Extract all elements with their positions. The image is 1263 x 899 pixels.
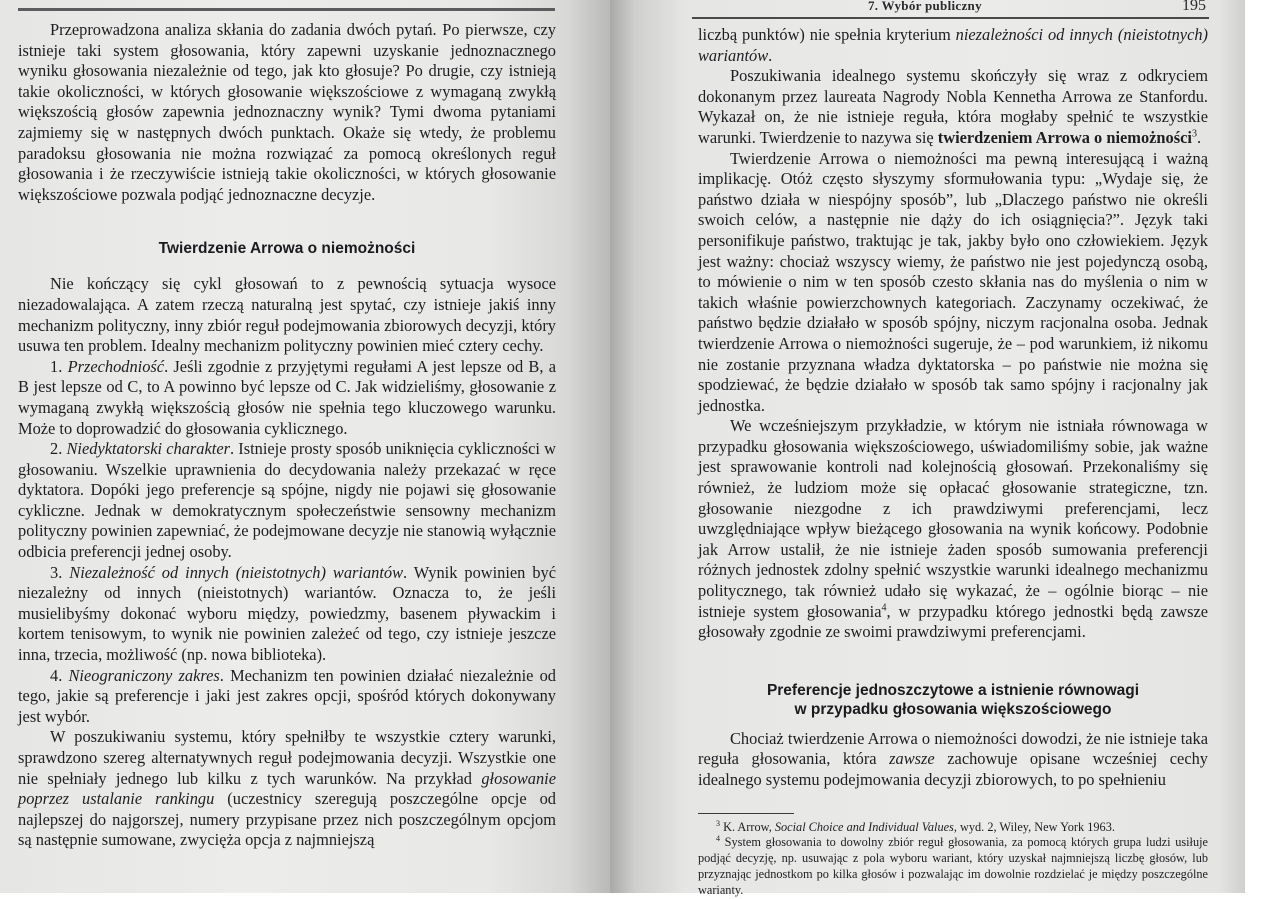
condition-title: Nieograniczony zakres <box>68 665 220 685</box>
condition-item <box>18 439 556 563</box>
condition-number: 3. <box>50 562 63 582</box>
condition-number: 1. <box>50 356 63 376</box>
left-page-body <box>18 20 556 851</box>
footnote-number: 3 <box>716 818 720 828</box>
paragraph-text: (uczestnicy szeregują poszczególne opcje od najlepszej do najgorszej, numery przypisane przez nich poszczególnym opcjom są następnie sumowane, zwycięża opcja z najmniejszą <box>18 789 556 850</box>
paragraph-text: We wcześniejszym przykładzie, w którym nie istniała równowaga w przypadku głosowania większościowego, uświadomiliśmy sobie, jak ważne jest sprawowanie kontroli nad kolejnością głosowań. Przekonaliśmy się również, że ludziom może się opłacać głosowanie strategiczne, tzn. głosowanie niezgodne z ich prawdziwymi preferencjami, lecz uwzględniające wpływ bieżącego głosowania na wynik końcowy. Podobnie jak Arrow ustalił, że nie istnieje żaden sposób sumowania preferencji różnych jednostek zdolny spełnić wszystkie warunki idealnego mechanizmu politycznego, tak również udało się wykazać, że – ogólnie biorąc – nie istnieje system głosowania <box>698 416 1208 621</box>
emphasis: głosowanie poprzez ustalanie rankingu <box>18 768 556 809</box>
page-number: 195 <box>1182 0 1206 14</box>
running-header <box>698 0 1206 16</box>
paragraph <box>698 416 1208 643</box>
footnote-separator <box>698 813 794 814</box>
scan-margin <box>1245 0 1263 893</box>
footnote-text: K. Arrow, <box>720 819 775 834</box>
footnote-text: System głosowania to dowolny zbiór reguł głosowania, za pomocą których grupa ludzi usiłuje podjąć decyzję, np. usuwając z pola wyboru wariant, który uzyskał najmniejszą liczbę głosów, lub przyznając jednostkom po kilka głosów i pozwalając im dowolnie rozdzielać je między poszczególne warianty. <box>698 835 1208 897</box>
footnote <box>698 820 1208 836</box>
paragraph-text: , w przypadku którego jednostki będą zawsze głosowały zgodnie ze swoimi prawdziwymi preferencjami. <box>698 601 1208 642</box>
paragraph-text: . <box>768 45 773 65</box>
footnote-ref[interactable]: 4 <box>881 602 887 614</box>
paragraph <box>698 66 1208 148</box>
footnote-text: , wyd. 2, Wiley, New York 1963. <box>953 819 1115 834</box>
condition-title: Przechodniość <box>67 356 165 376</box>
condition-title: Niezależność od innych (nieistotnych) wariantów <box>69 562 404 582</box>
condition-item <box>18 563 556 666</box>
condition-text: . Wynik powinien być niezależny od innych (nieistotnych) wariantów. Oznacza to, że jeśli musielibyśmy dokonać wyboru między, powiedzmy, basenem pływackim i kortem tenisowym, to wynik nie powinien zależeć od tego, czy istnieje jeszcze inna, trzecia, możliwość (np. nowa biblioteka). <box>18 562 557 665</box>
section-heading <box>698 681 1208 719</box>
footnote <box>698 835 1208 898</box>
condition-item <box>18 357 556 439</box>
emphasis: niezależności od innych (nieistotnych) wariantów <box>698 25 1208 65</box>
book-title: Social Choice and Individual Values <box>774 819 954 834</box>
bold-term: twierdzeniem Arrowa o niemożności <box>937 127 1192 147</box>
condition-number: 4. <box>50 665 63 685</box>
section-heading: Twierdzenie Arrowa o niemożności <box>158 240 416 258</box>
paragraph-text: Poszukiwania idealnego systemu skończyły się wraz z odkryciem dokonanym przez laureata Nagrody Nobla Kennetha Arrowa ze Stanfordu. Wykazał on, że nie istnieje reguła, która mogłaby spełnić te wszystkie warunki. Twierdzenie to nazywa się <box>698 66 1208 147</box>
paragraph-text: . <box>1196 127 1202 147</box>
emphasis: zawsze <box>889 749 935 769</box>
paragraph-text: W poszukiwaniu systemu, który spełniłby te wszystkie cztery warunki, sprawdzono szereg alternatywnych reguł podejmowania decyzji. Wszystkie one nie spełniały jednego lub kilku z tych warunków. Na przykład <box>18 727 556 788</box>
paragraph-text: zachowuje opisane wcześniej cechy idealnego systemu podejmowania decyzji zbiorowych, to po spełnieniu <box>698 749 1208 789</box>
paragraph: Nie kończący się cykl głosowań to z pewnością sytuacja wysoce niezadowalająca. A zatem rzeczą naturalną jest spytać, czy istnieje jakiś inny mechanizm polityczny, inny zbiór reguł podejmowania zbiorowych decyzji, który usuwa ten problem. Idealny mechanizm polityczny powinien mieć cztery cechy. <box>18 274 556 356</box>
right-page-body <box>698 25 1208 899</box>
condition-title: Niedyktatorski charakter <box>66 439 230 459</box>
chapter-title: 7. Wybór publiczny <box>868 0 982 13</box>
paragraph-text: Chociaż twierdzenie Arrowa o niemożności dowodzi, że nie istnieje taka reguła głosowania, która <box>698 728 1208 769</box>
heading-line: w przypadku głosowania większościowego <box>794 700 1112 718</box>
heading-line: Preferencje jednoszczytowe a istnienie równowagi <box>766 681 1140 699</box>
condition-text: . Istnieje prosty sposób uniknięcia cykliczności w głosowaniu. Wszelkie uprawnienia do decydowania należy przekazać w ręce dyktatora. Dopóki jego preferencje są spójne, nigdy nie pojawi się głosowanie cykliczne. Jednak w demokratycznym społeczeństwie sensowny mechanizm polityczny powinien zapewniać, że podejmowane decyzje nie stanowią wyłącznie odbicia preferencji jednej osoby. <box>18 439 556 562</box>
header-rule <box>692 17 1209 19</box>
condition-number: 2. <box>50 439 63 459</box>
header-rule <box>18 8 555 11</box>
condition-text: . Mechanizm ten powinien działać niezależnie od tego, jakie są preferencje i jaki jest zakres opcji, spośród których dokonywany jest wybór. <box>18 665 556 726</box>
paragraph-text: liczbą punktów) nie spełnia kryterium <box>698 25 956 44</box>
condition-text: . Jeśli zgodnie z przyjętymi regułami A jest lepsze od B, a B jest lepsze od C, to A powinno być lepsze od C. Jak widzieliśmy, głosowanie z wymaganą zwykłą większością głosów nie spełnia tego kluczowego warunku. Może to doprowadzić do głosowania cyklicznego. <box>18 356 556 438</box>
paragraph: Przeprowadzona analiza skłania do zadania dwóch pytań. Po pierwsze, czy istnieje taki system głosowania, który zapewni uzyskanie jednoznacznego wyniku głosowania niezależnie od tego, jak kto głosuje? Po drugie, czy istnieją takie okoliczności, w których głosowanie większościowe z wymaganą zwykłą większością głosów zapewnia jednoznaczny wynik? Tymi dwoma pytaniami zajmiemy się w następnych dwóch punktach. Okaże się wtedy, że problemu paradoksu głosowania nie można rozwiązać za pomocą określonych reguł głosowania i że rzeczywiście istnieją takie okoliczności, w których głosowanie większościowe pozwala podjąć jednoznaczne decyzje. <box>18 20 556 204</box>
paragraph <box>18 727 556 851</box>
paragraph <box>698 729 1208 791</box>
condition-item <box>18 666 556 728</box>
paragraph <box>698 25 1208 66</box>
footnote-number: 4 <box>716 834 720 844</box>
footnote-ref[interactable]: 3 <box>1191 128 1197 140</box>
paragraph: Twierdzenie Arrowa o niemożności ma pewną interesującą i ważną implikację. Otóż często słyszymy sformułowania typu: „Wydaje się, że państwo działa w niespójny sposób”, lub „Dlaczego państwo nie określi swoich celów, a następnie nie dąży do ich osiągnięcia?”. Język taki personifikuje państwo, traktując je tak, jakby było ono człowiekiem. Język jest ważny: chociaż wszyscy wiemy, że państwo nie jest pojedynczą osobą, to mówienie o nim w ten sposób czesto skłania nas do myślenia o nim w takich właśnie powierzchownych kategoriach. Zaczynamy oczekiwać, że państwo będzie działało w sposób spójny, niczym racjonalna osoba. Jednak twierdzenie Arrowa o niemożności sugeruje, że – pod warunkiem, iż nikomu nie zostanie przyznana władza dyktatorska – po państwie nie można się spodziewać, że będzie działało w sposób tak samo spójny i racjonalny jak jednostka. <box>698 148 1208 415</box>
